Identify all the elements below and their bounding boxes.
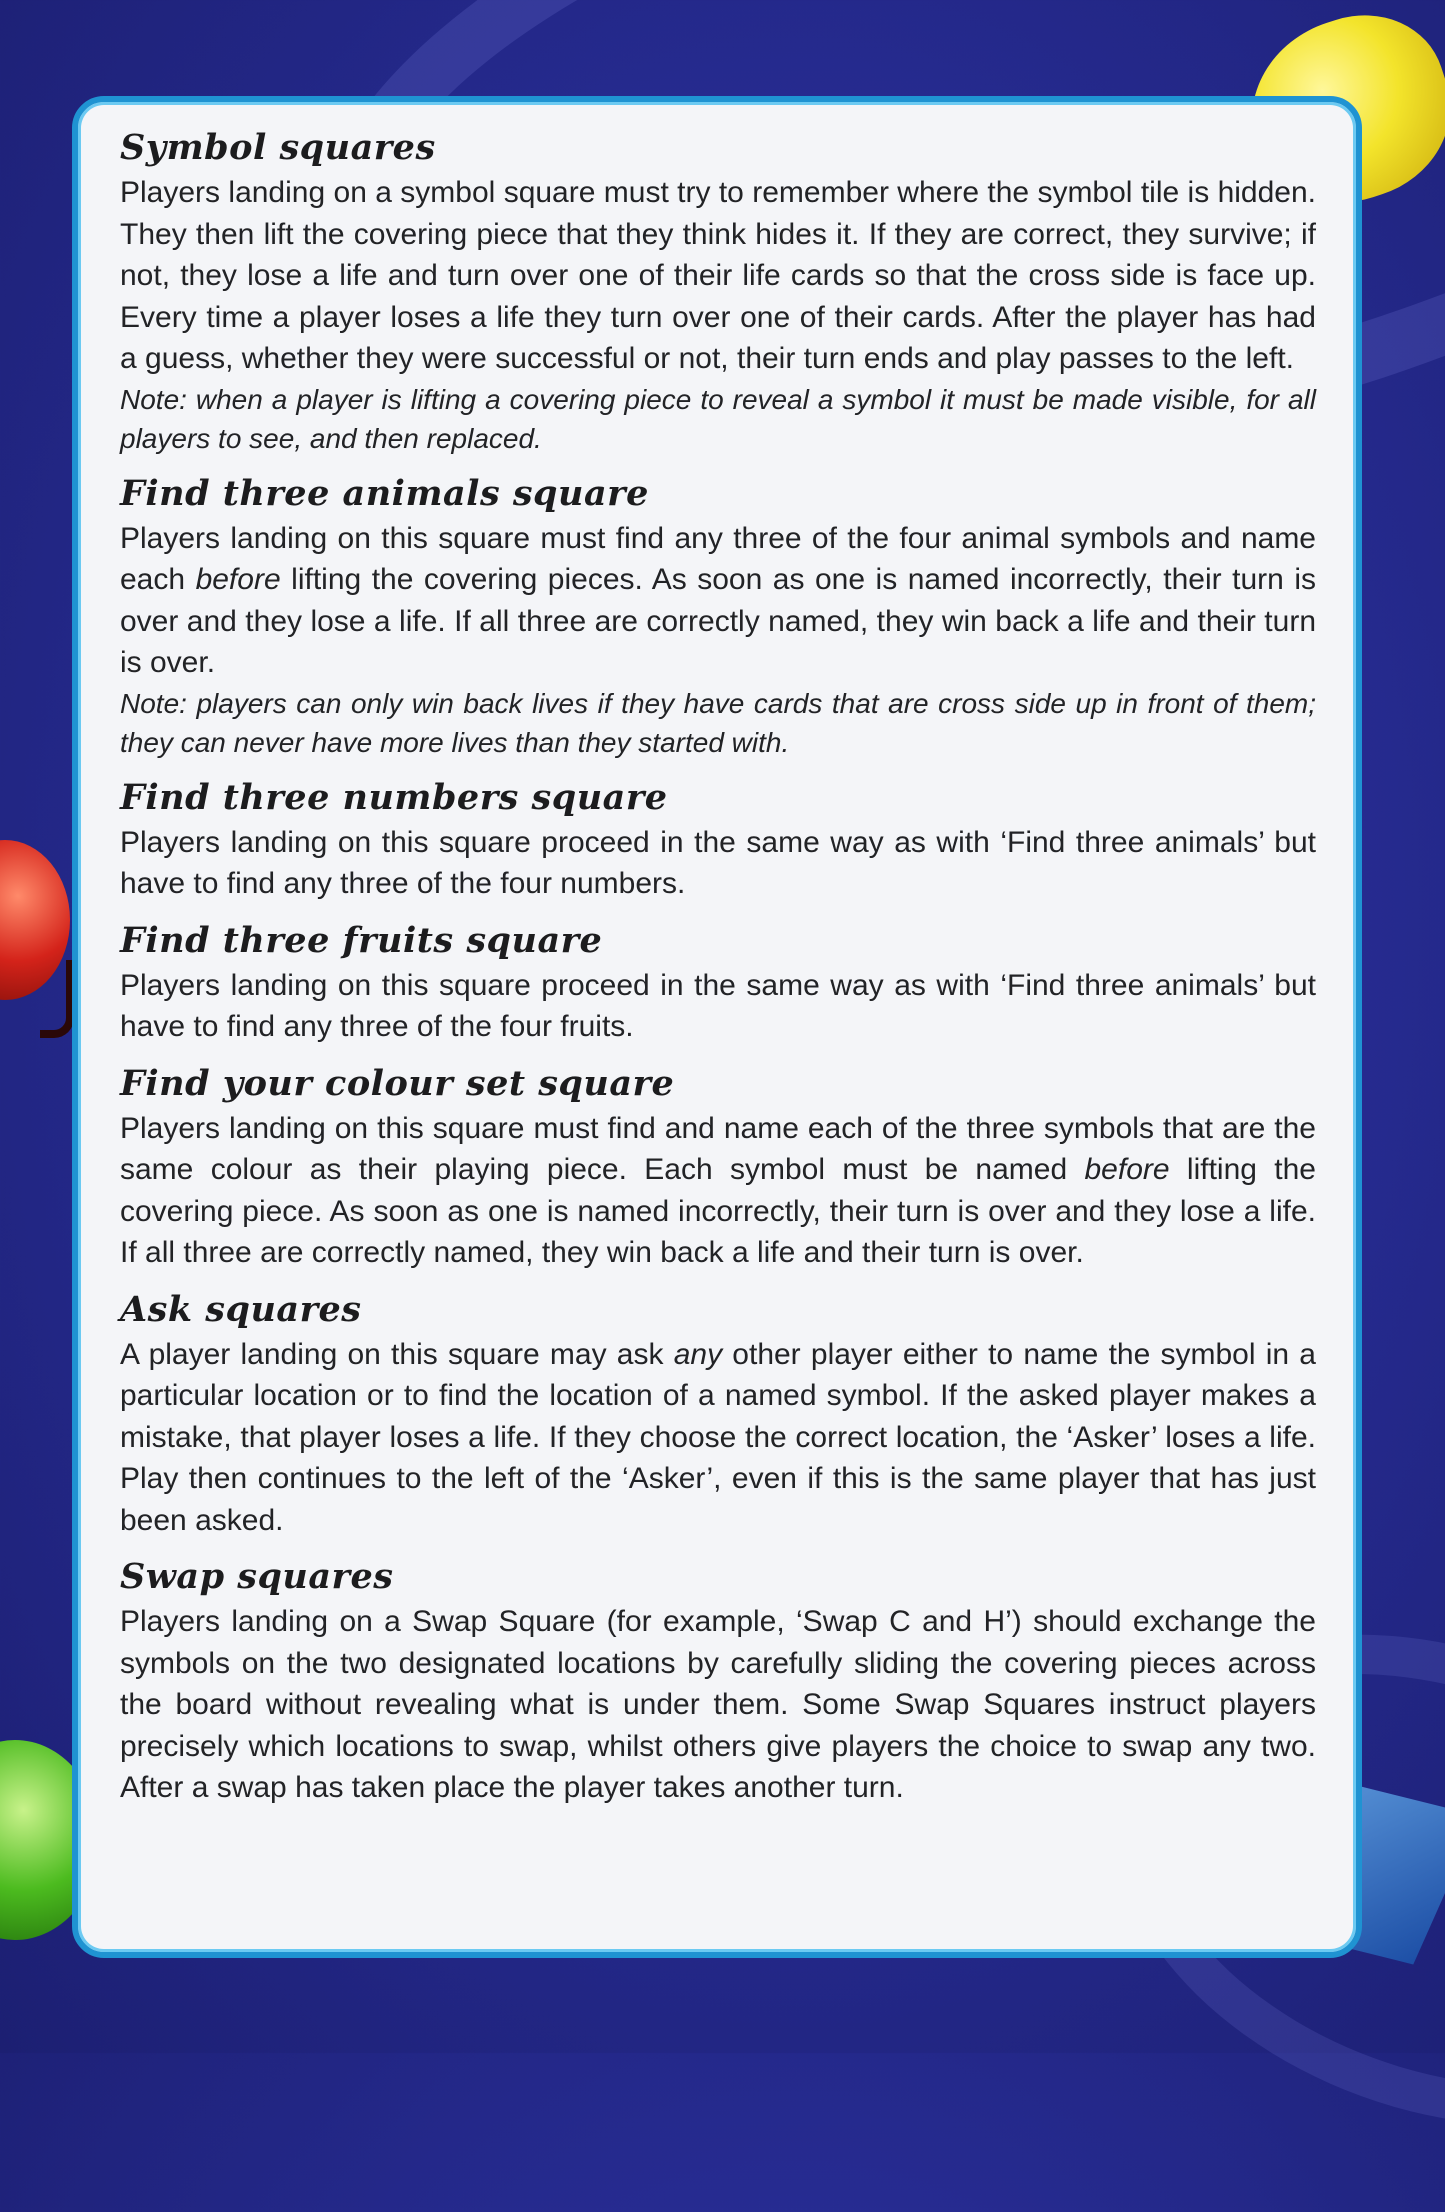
section-find-three-fruits xyxy=(120,919,1316,1048)
section-body: Players landing on a symbol square must try to remember where the symbol tile is hidden. They then lift the covering piece that they think hides it. If they are correct, they survive; if not, they lose a life and turn over one of their life cards so that the cross side is face up. Every time a player loses a life they turn over one of their cards. After the player has had a guess, whether they were successful or not, their turn ends and play passes to the left. xyxy=(120,176,1316,375)
section-body: Players landing on this square proceed in the same way as with ‘Find three animals’ but have to find any three of the four numbers. xyxy=(120,825,1316,900)
section-body xyxy=(120,1334,1316,1542)
body-text: lifting the covering piece. As soon as one is named incorrectly, their turn is over and they lose a life. If all three are correctly named, they win back a life and their turn is over. xyxy=(120,1153,1316,1269)
body-text: Players landing on this square must find and name each of the three symbols that are the same colour as their playing piece. Each symbol must be named xyxy=(120,1111,1316,1186)
section-heading: Find three animals square xyxy=(120,472,649,514)
section-heading: Symbol squares xyxy=(120,127,436,168)
body-emphasis: before xyxy=(1084,1153,1170,1186)
section-find-colour-set xyxy=(120,1062,1316,1274)
section-heading: Ask squares xyxy=(120,1288,362,1330)
body-emphasis: any xyxy=(673,1337,723,1371)
section-heading: Find your colour set square xyxy=(120,1062,675,1104)
section-note: Note: when a player is lifting a covering piece to reveal a symbol it must be made visible, for all players to see, and then replaced. xyxy=(120,383,1316,454)
section-body: Players landing on a Swap Square (for example, ‘Swap C and H’) should exchange the symbols on the two designated locations by carefully sliding the covering pieces across the board without revealing what is under them. Some Swap Squares instruct players precisely which locations to swap, whilst others give players the choice to swap any two. After a swap has taken place the player takes another turn. xyxy=(120,1605,1316,1804)
body-text: other player either to name the symbol in a particular location or to find the location of a named symbol. If the asked player makes a mistake, that player loses a life. If they choose the correct location, the ‘Asker’ loses a life. Play then continues to the left of the ‘Asker’, even if this is the same player that has just been asked. xyxy=(120,1337,1316,1537)
section-note: Note: players can only win back lives if they have cards that are cross side up in front of them; they can never have more lives than they started with. xyxy=(120,687,1316,758)
body-emphasis: before xyxy=(195,563,281,596)
section-heading: Swap squares xyxy=(120,1556,394,1597)
rules-panel xyxy=(72,96,1362,1958)
section-heading: Find three fruits square xyxy=(120,919,603,961)
body-text: Players landing on this square must find any three of the four animal symbols and name each xyxy=(120,521,1316,596)
section-ask-squares xyxy=(120,1288,1316,1542)
section-find-three-animals xyxy=(120,472,1316,762)
section-heading: Find three numbers square xyxy=(120,776,668,818)
section-symbol-squares xyxy=(120,126,1316,458)
body-text: lifting the covering pieces. As soon as one is named incorrectly, their turn is over and they lose a life. If all three are correctly named, they win back a life and their turn is over. xyxy=(120,563,1316,679)
section-find-three-numbers xyxy=(120,776,1316,905)
body-text: A player landing on this square may ask xyxy=(120,1337,674,1371)
section-body xyxy=(120,518,1316,684)
tomato-leg-illustration xyxy=(40,960,74,1038)
section-body xyxy=(120,1108,1316,1274)
section-body: Players landing on this square proceed in the same way as with ‘Find three animals’ but have to find any three of the four fruits. xyxy=(120,968,1316,1043)
section-swap-squares xyxy=(120,1555,1316,1809)
